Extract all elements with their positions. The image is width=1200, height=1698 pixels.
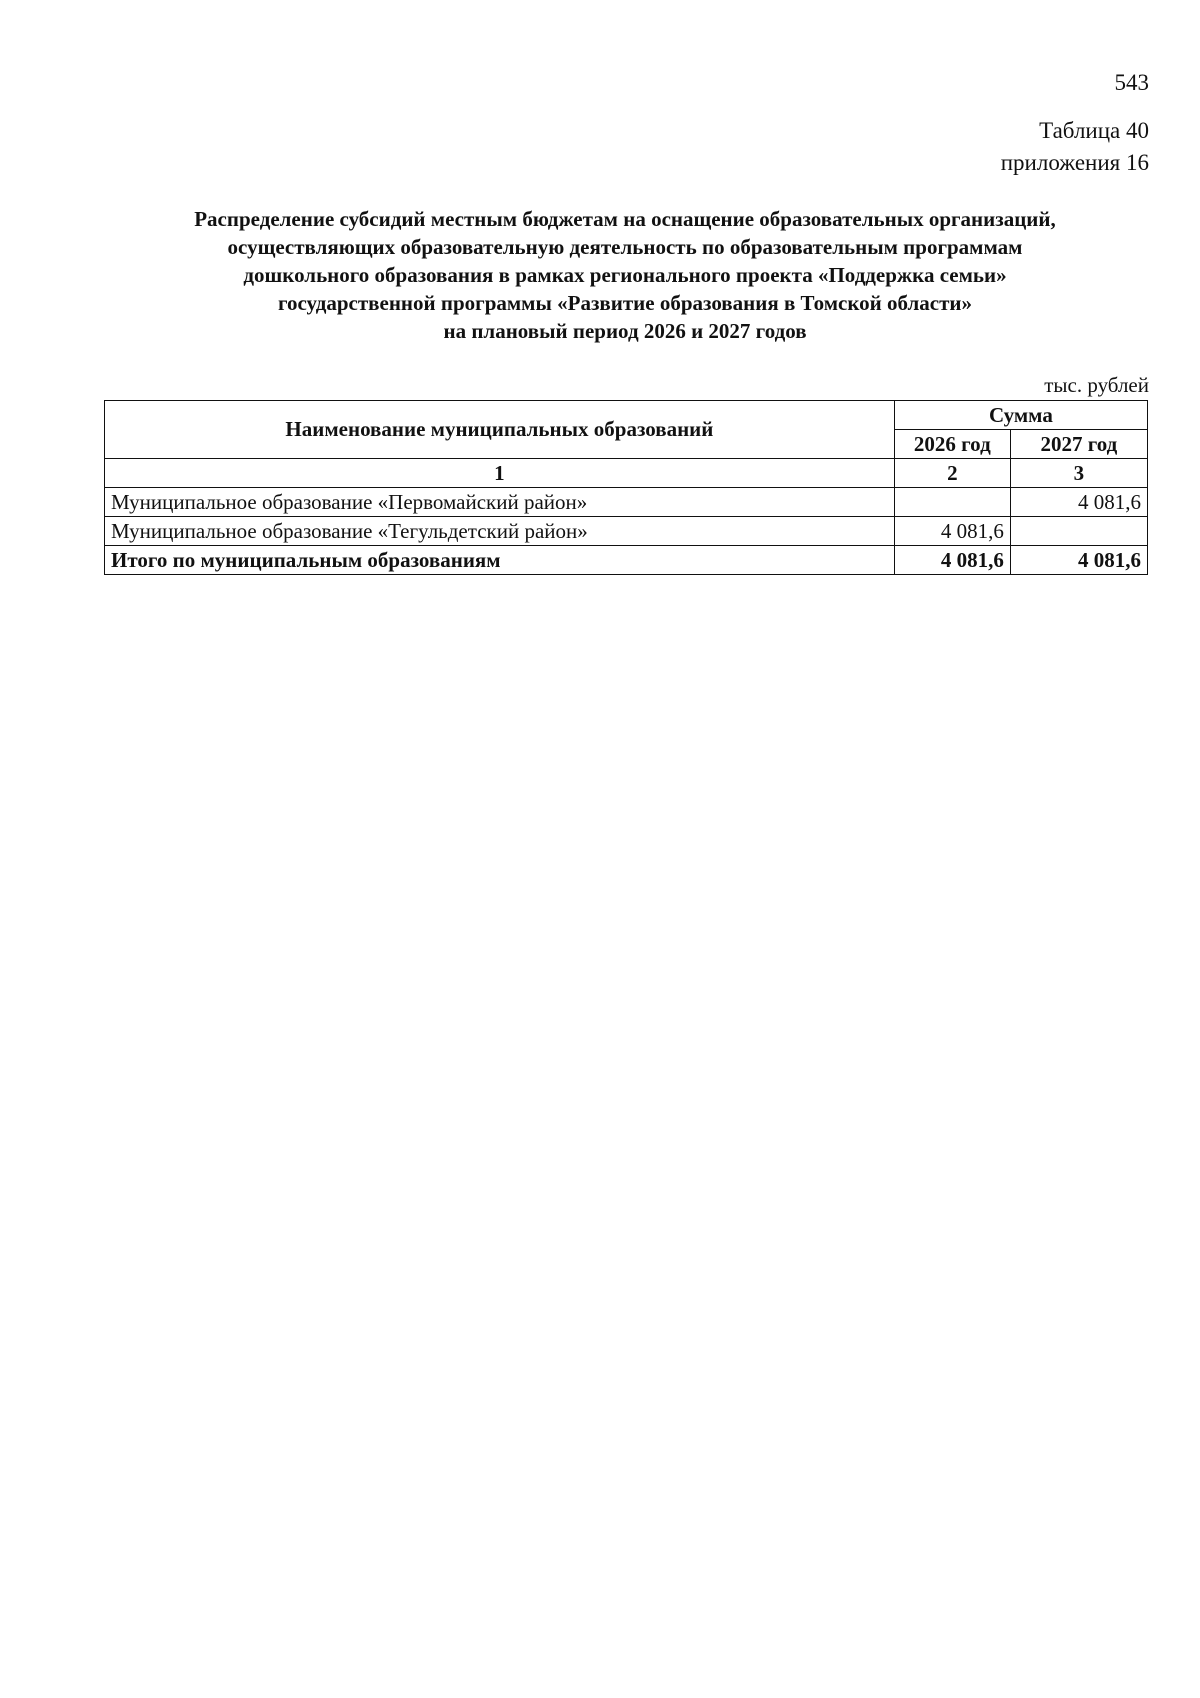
table-reference-line-2: приложения 16 [1000,150,1149,175]
header-row [105,401,1148,430]
title-line-5: на плановый период 2026 и 2027 годов [443,319,807,343]
header-name-cell: Наименование муниципальных образований [105,401,895,459]
row-name-cell: Муниципальное образование «Первомайский район» [105,488,895,517]
units-label: тыс. рублей [1044,373,1149,397]
column-number-1: 1 [105,459,895,488]
header-year-2026-cell: 2026 год [894,430,1010,459]
total-2026-cell: 4 081,6 [894,546,1010,575]
title-line-4: государственной программы «Развитие образования в Томской области» [278,291,972,315]
table-row [105,517,1148,546]
row-2027-cell [1010,517,1147,546]
title-line-2: осуществляющих образовательную деятельность по образовательным программам [227,235,1023,259]
total-name-cell: Итого по муниципальным образованиям [105,546,895,575]
title-line-3: дошкольного образования в рамках регионального проекта «Поддержка семьи» [243,263,1007,287]
row-name-cell: Муниципальное образование «Тегульдетский район» [105,517,895,546]
column-number-2: 2 [894,459,1010,488]
header-year-2027-cell: 2027 год [1010,430,1147,459]
row-2026-cell [894,488,1010,517]
row-2026-cell: 4 081,6 [894,517,1010,546]
total-2027-cell: 4 081,6 [1010,546,1147,575]
title-line-1: Распределение субсидий местным бюджетам на оснащение образовательных организаций, [194,207,1056,231]
column-numbers-row [105,459,1148,488]
table-reference-line-1: Таблица 40 [1039,118,1149,143]
document-title [100,205,1150,345]
row-2027-cell: 4 081,6 [1010,488,1147,517]
table-reference [1001,115,1149,179]
total-row [105,546,1148,575]
table-row [105,488,1148,517]
column-number-3: 3 [1010,459,1147,488]
page-number: 543 [1114,70,1149,95]
header-sum-cell: Сумма [894,401,1147,430]
subsidy-table [104,400,1148,575]
